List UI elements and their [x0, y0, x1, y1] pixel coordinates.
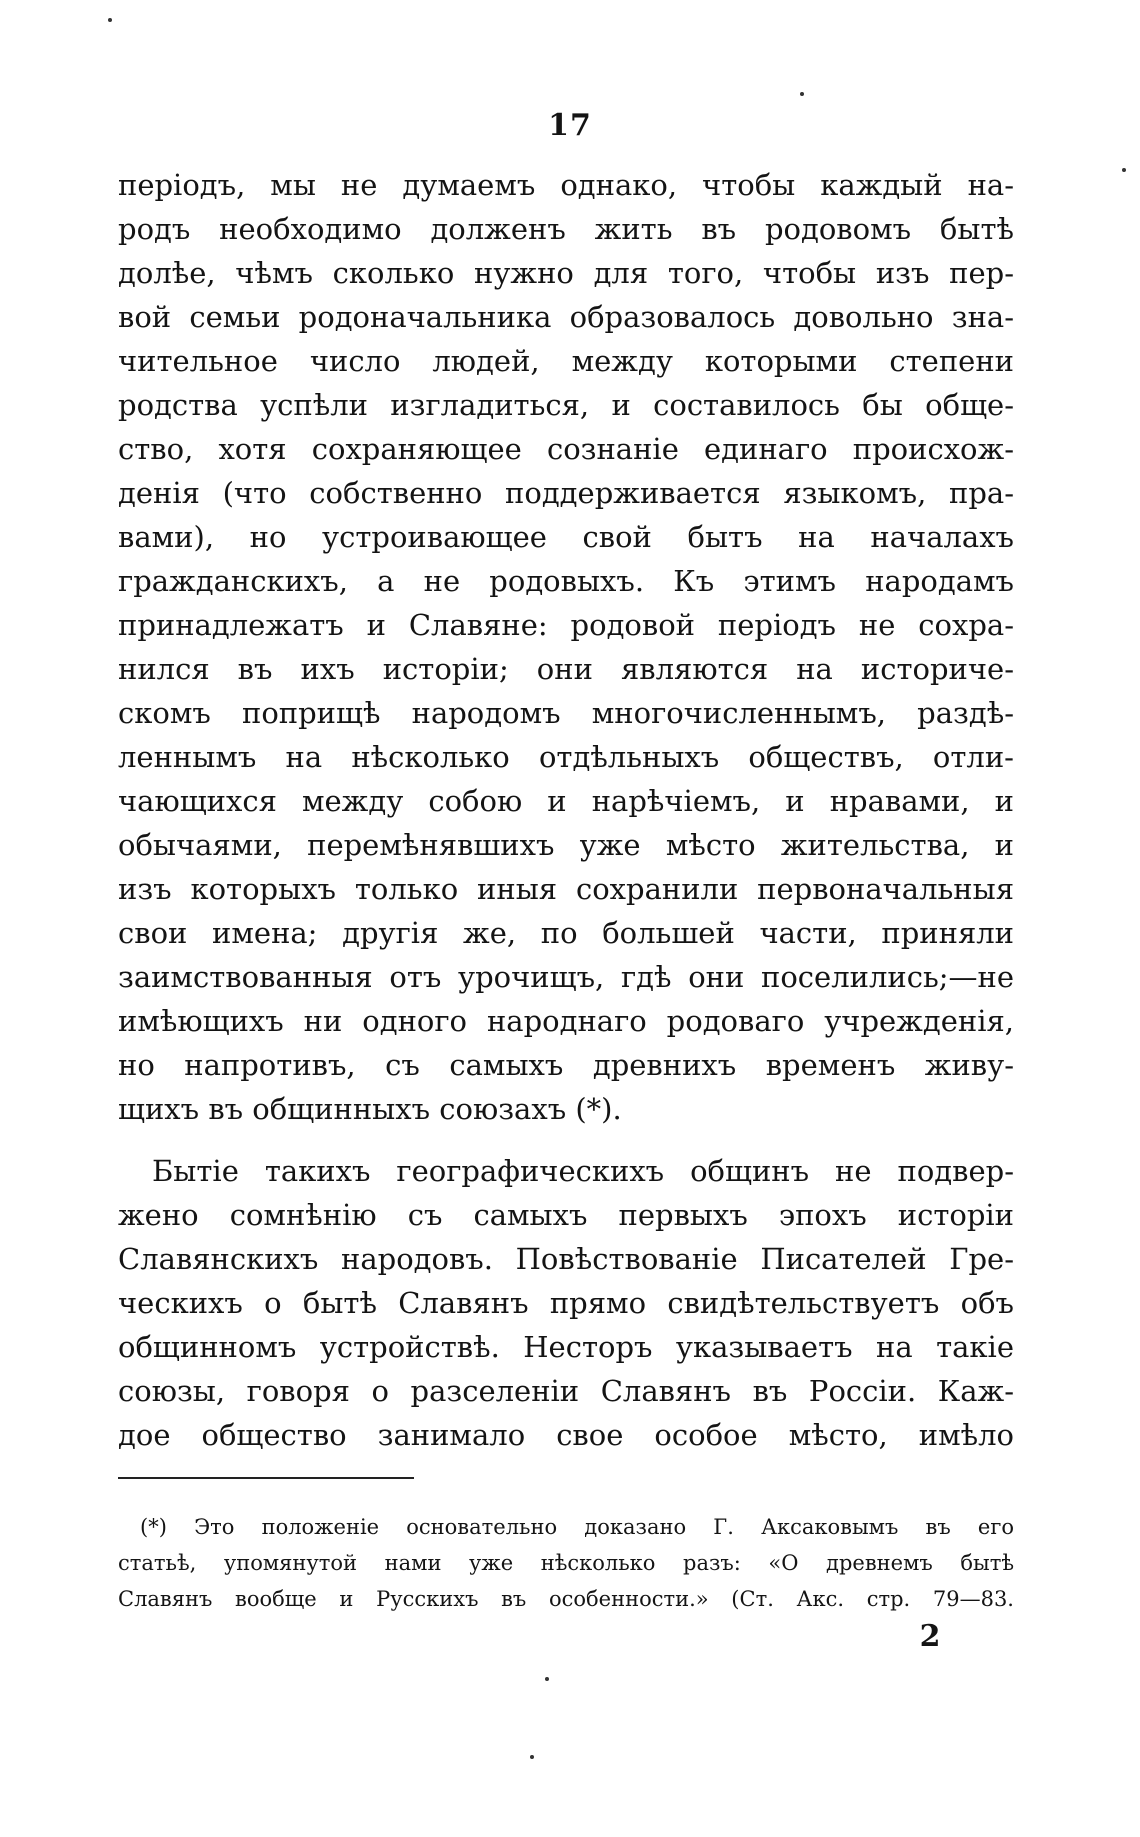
text-line: принадлежатъ и Славяне: родовой періодъ не сохра-	[118, 608, 1014, 642]
print-speck	[1122, 168, 1126, 172]
print-speck	[530, 1755, 534, 1759]
footnote-line: Славянъ вообще и Русскихъ въ особенности.» (Ст. Акс. стр. 79—83.	[118, 1587, 1014, 1611]
text-line: обычаями, перемѣнявшихъ уже мѣсто жительства, и	[118, 828, 1014, 862]
text-line: изъ которыхъ только иныя сохранили первоначальныя	[118, 872, 1014, 906]
footnote-line: (*) Это положеніе основательно доказано Г. Аксаковымъ въ его	[140, 1515, 1014, 1539]
text-line: скомъ поприщѣ народомъ многочисленнымъ, раздѣ-	[118, 696, 1014, 730]
print-speck	[545, 1677, 549, 1681]
text-line: дое общество занимало свое особое мѣсто, имѣло	[118, 1418, 1014, 1452]
text-line: гражданскихъ, а не родовыхъ. Къ этимъ народамъ	[118, 564, 1014, 598]
paragraph-gap	[118, 1131, 1014, 1149]
paragraph-1	[118, 163, 1014, 1131]
paragraph-2	[118, 1149, 1014, 1457]
text-line: ство, хотя сохраняющее сознаніе единаго происхож-	[118, 432, 1014, 466]
footnote-line: статьѣ, упомянутой нами уже нѣсколько разъ: «О древнемъ бытѣ	[118, 1551, 1014, 1575]
text-line: нился въ ихъ исторіи; они являются на историче-	[118, 652, 1014, 686]
text-line: родства успѣли изгладиться, и составилось бы обще-	[118, 388, 1014, 422]
print-speck	[800, 92, 804, 96]
text-line: вой семьи родоначальника образовалось довольно зна-	[118, 300, 1014, 334]
text-line: заимствованныя отъ урочищъ, гдѣ они поселились;—не	[118, 960, 1014, 994]
text-line: періодъ, мы не думаемъ однако, чтобы каждый на-	[118, 168, 1014, 202]
text-line: имѣющихъ ни одного народнаго родоваго учрежденія,	[118, 1004, 1014, 1038]
text-line: щихъ въ общинныхъ союзахъ (*).	[118, 1092, 622, 1126]
text-line: родъ необходимо долженъ жить въ родовомъ бытѣ	[118, 212, 1014, 246]
text-line: общинномъ устройствѣ. Несторъ указываетъ на такіе	[118, 1330, 1014, 1364]
footnote	[118, 1509, 1014, 1617]
print-speck	[108, 18, 112, 22]
text-line: долѣе, чѣмъ сколько нужно для того, чтобы изъ пер-	[118, 256, 1014, 290]
text-line: Бытіе такихъ географическихъ общинъ не подвер-	[152, 1154, 1014, 1188]
text-line: но напротивъ, съ самыхъ древнихъ временъ живу-	[118, 1048, 1014, 1082]
text-line: леннымъ на нѣсколько отдѣльныхъ обществъ, отли-	[118, 740, 1014, 774]
main-text	[118, 163, 1014, 1457]
text-line: чительное число людей, между которыми степени	[118, 344, 1014, 378]
text-line: союзы, говоря о разселеніи Славянъ въ Россіи. Каж-	[118, 1374, 1014, 1408]
text-line: жено сомнѣнію съ самыхъ первыхъ эпохъ исторіи	[118, 1198, 1014, 1232]
page-number: 17	[548, 108, 592, 143]
text-line: ческихъ о бытѣ Славянъ прямо свидѣтельствуетъ объ	[118, 1286, 1014, 1320]
text-line: Славянскихъ народовъ. Повѣствованіе Писателей Гре-	[118, 1242, 1014, 1276]
text-line: денія (что собственно поддерживается языкомъ, пра-	[118, 476, 1014, 510]
text-line: вами), но устроивающее свой бытъ на началахъ	[118, 520, 1014, 554]
footnote-divider	[118, 1477, 414, 1479]
signature-mark: 2	[919, 1619, 941, 1654]
text-line: чающихся между собою и нарѣчіемъ, и нравами, и	[118, 784, 1014, 818]
text-line: свои имена; другія же, по большей части, приняли	[118, 916, 1014, 950]
